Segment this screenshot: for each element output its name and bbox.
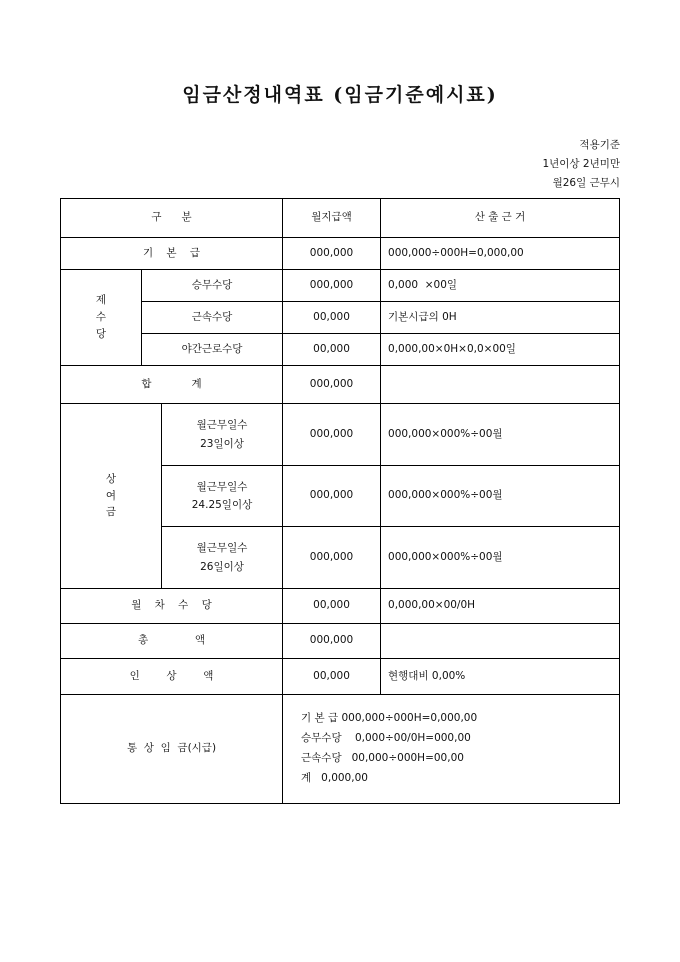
bonus-amount: 000,000 — [283, 527, 381, 589]
raise-basis: 현행대비 0,00% — [381, 659, 620, 695]
criteria-workdays: 월26일 근무시 — [552, 177, 620, 189]
raise-row — [61, 659, 620, 695]
ordinary-wage-label: 통 상 임 금(시급) — [61, 695, 283, 804]
bonus-basis: 000,000×000%÷00월 — [381, 404, 620, 466]
ordinary-wage-line: 승무수당 0,000÷00/0H=000,00 — [301, 732, 471, 745]
grand-total-row — [61, 624, 620, 659]
monthly-leave-basis: 0,000,00×00/0H — [381, 589, 620, 624]
ordinary-wage-line: 기 본 급 000,000÷000H=0,000,00 — [301, 712, 478, 725]
grand-total-basis — [381, 624, 620, 659]
criteria-tenure: 1년이상 2년미만 — [542, 158, 620, 170]
total-row — [61, 366, 620, 404]
allowance-basis: 0,000 ×00일 — [381, 270, 620, 302]
allowance-basis: 기본시급의 0H — [381, 302, 620, 334]
total-amount: 000,000 — [283, 366, 381, 404]
raise-amount: 00,000 — [283, 659, 381, 695]
base-pay-row — [61, 238, 620, 270]
allowance-amount: 00,000 — [283, 302, 381, 334]
base-pay-basis: 000,000÷000H=0,000,00 — [381, 238, 620, 270]
monthly-leave-amount: 00,000 — [283, 589, 381, 624]
allowance-row — [61, 270, 620, 302]
allowance-amount: 00,000 — [283, 334, 381, 366]
bonus-name: 월근무일수 24.25일이상 — [162, 466, 283, 527]
header-basis: 산 출 근 거 — [381, 199, 620, 238]
allowance-row — [61, 334, 620, 366]
ordinary-wage-line: 근속수당 00,000÷000H=00,00 — [301, 752, 464, 764]
total-basis — [381, 366, 620, 404]
allowance-row — [61, 302, 620, 334]
table-header-row — [61, 199, 620, 238]
monthly-leave-row — [61, 589, 620, 624]
allowance-name: 야간근로수당 — [142, 334, 283, 366]
allowance-group-label: 제 수 당 — [61, 270, 142, 366]
bonus-amount: 000,000 — [283, 404, 381, 466]
header-category: 구 분 — [61, 199, 283, 238]
header-monthly: 월지급액 — [283, 199, 381, 238]
bonus-amount: 000,000 — [283, 466, 381, 527]
allowance-name: 승무수당 — [142, 270, 283, 302]
grand-total-label: 총 액 — [61, 624, 283, 659]
page-title: 임금산정내역표 (임금기준예시표) — [182, 84, 498, 106]
allowance-basis: 0,000,00×0H×0,0×00일 — [381, 334, 620, 366]
wage-table — [60, 198, 620, 804]
ordinary-wage-calculation — [283, 695, 620, 804]
bonus-row — [61, 404, 620, 466]
allowance-name: 근속수당 — [142, 302, 283, 334]
bonus-group-label: 상 여 금 — [61, 404, 162, 589]
monthly-leave-label: 월 차 수 당 — [61, 589, 283, 624]
bonus-name: 월근무일수 23일이상 — [162, 404, 283, 466]
ordinary-wage-line: 계 0,000,00 — [301, 771, 368, 784]
bonus-basis: 000,000×000%÷00월 — [381, 466, 620, 527]
bonus-basis: 000,000×000%÷00월 — [381, 527, 620, 589]
allowance-amount: 000,000 — [283, 270, 381, 302]
total-label: 합 계 — [61, 366, 283, 404]
raise-label: 인 상 액 — [61, 659, 283, 695]
criteria-label: 적용기준 — [579, 139, 620, 151]
bonus-name: 월근무일수 26일이상 — [162, 527, 283, 589]
grand-total-amount: 000,000 — [283, 624, 381, 659]
base-pay-label: 기 본 급 — [61, 238, 283, 270]
base-pay-amount: 000,000 — [283, 238, 381, 270]
ordinary-wage-row — [61, 695, 620, 804]
